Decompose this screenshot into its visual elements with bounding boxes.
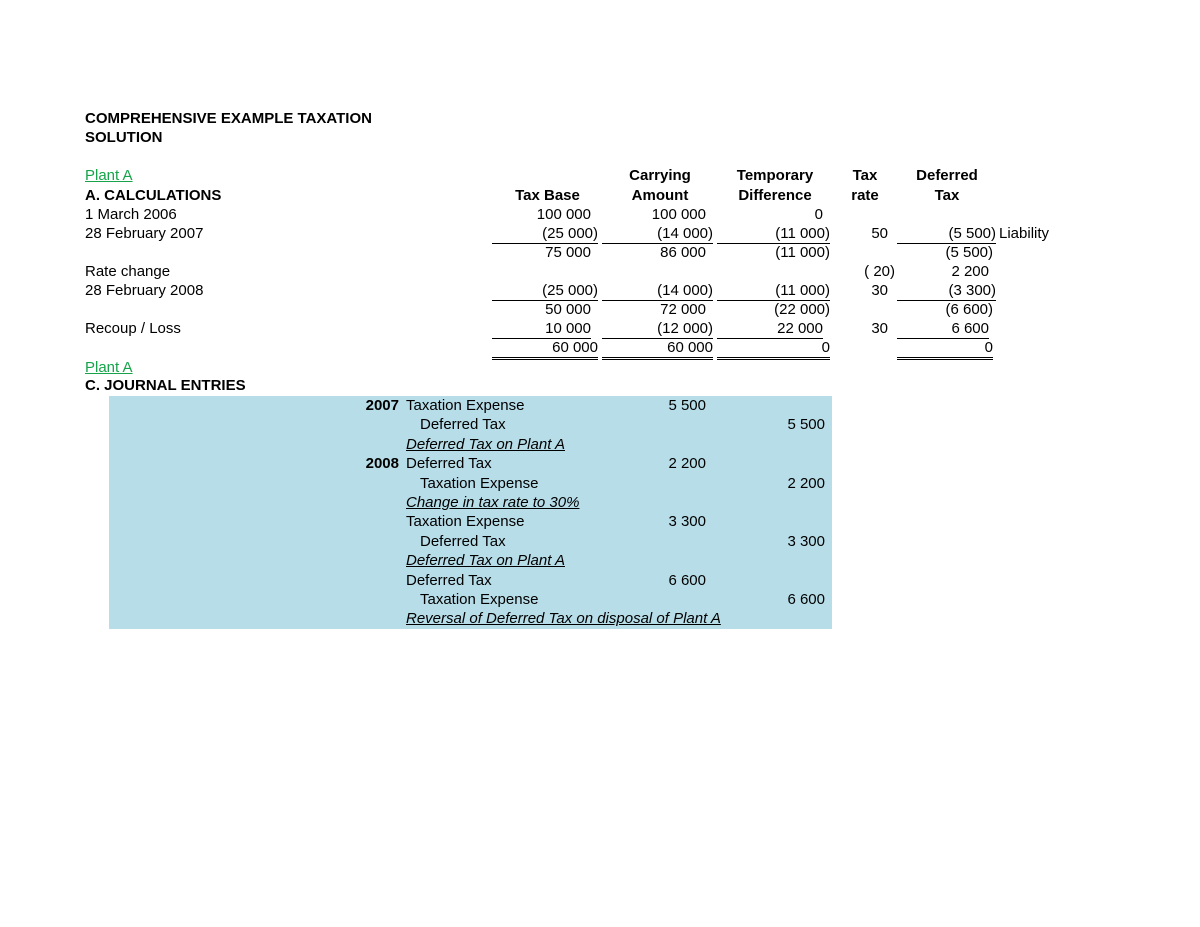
calc-carrying: (12 000) [602,319,713,339]
journal-year: 2007 [365,397,399,414]
calc-temp-diff: (11 000) [717,281,830,301]
calc-deferred-tax: 6 600 [897,319,989,339]
calc-temp-diff-total: 0 [717,338,830,360]
journal-account-credit: Taxation Expense [420,591,539,608]
calc-temp-diff: 22 000 [717,319,823,339]
calc-temp-diff: (11 000) [717,224,830,244]
journal-account-credit: Deferred Tax [420,533,506,550]
calc-carrying: (14 000) [602,224,713,244]
calc-tax-base: 50 000 [545,301,591,318]
calc-row-label: 28 February 2008 [85,282,204,299]
title-line-2: SOLUTION [85,129,163,146]
calc-tax-base: 75 000 [545,244,591,261]
title-line-1: COMPREHENSIVE EXAMPLE TAXATION [85,110,372,127]
journal-narration: Reversal of Deferred Tax on disposal of Plant A [406,610,721,627]
journal-year: 2008 [365,455,399,472]
calc-temp-diff: (22 000) [774,301,830,318]
calc-tax-rate: 30 [871,320,888,337]
journal-credit-amount: 5 500 [787,416,825,433]
calc-row-label: 28 February 2007 [85,225,204,242]
plant-a-link-journal[interactable]: Plant A [85,359,133,376]
calc-tax-base: 10 000 [492,319,591,339]
journal-account-debit: Taxation Expense [406,397,525,414]
header-temporary-1: Temporary [736,167,814,184]
calc-carrying: (14 000) [602,281,713,301]
journal-credit-amount: 3 300 [787,533,825,550]
header-carrying-1: Carrying [629,167,691,184]
journal-narration: Deferred Tax on Plant A [406,552,565,569]
calc-deferred-tax: (6 600) [945,301,993,318]
journal-account-debit: Deferred Tax [406,572,492,589]
calc-tax-base: 100 000 [536,206,591,223]
header-carrying-2: Amount [631,187,689,204]
calc-tax-rate: ( 20) [864,263,895,280]
header-tax-base: Tax Base [515,187,580,204]
calc-carrying: 86 000 [660,244,706,261]
plant-a-link-calculations[interactable]: Plant A [85,167,133,184]
calc-carrying: 72 000 [660,301,706,318]
header-temporary-2: Difference [738,187,812,204]
header-deferred-1: Deferred [916,167,978,184]
header-rate-2: rate [851,187,879,204]
calc-tax-base: (25 000) [492,224,598,244]
calc-tax-base-total: 60 000 [492,338,598,360]
calc-deferred-tax: (5 500) [945,244,993,261]
journal-account-debit: Deferred Tax [406,455,492,472]
calc-deferred-tax: (3 300) [897,281,996,301]
calc-carrying-total: 60 000 [602,338,713,360]
calc-tax-rate: 30 [871,282,888,299]
calc-row-label: 1 March 2006 [85,206,177,223]
journal-debit-amount: 6 600 [668,572,706,589]
calc-temp-diff: (11 000) [775,244,830,261]
calc-deferred-tax-total: 0 [897,338,993,360]
calc-deferred-tax: 2 200 [951,263,989,280]
calc-deferred-tax: (5 500) [897,224,996,244]
liability-note: Liability [999,225,1050,242]
journal-narration: Deferred Tax on Plant A [406,436,565,453]
calc-temp-diff: 0 [814,206,823,223]
journal-narration: Change in tax rate to 30% [406,494,580,511]
journal-credit-amount: 2 200 [787,475,825,492]
journal-credit-amount: 6 600 [787,591,825,608]
calc-tax-rate: 50 [871,225,888,242]
calc-carrying: 100 000 [651,206,706,223]
journal-account-debit: Taxation Expense [406,513,525,530]
journal-debit-amount: 2 200 [668,455,706,472]
calculations-heading: A. CALCULATIONS [85,187,222,204]
header-rate-1: Tax [852,167,878,184]
calc-row-label: Recoup / Loss [85,320,181,337]
calc-tax-base: (25 000) [492,281,598,301]
journal-account-credit: Taxation Expense [420,475,539,492]
journal-heading: C. JOURNAL ENTRIES [85,377,246,394]
journal-debit-amount: 3 300 [668,513,706,530]
calc-row-label: Rate change [85,263,171,280]
journal-debit-amount: 5 500 [668,397,706,414]
journal-account-credit: Deferred Tax [420,416,506,433]
header-deferred-2: Tax [934,187,960,204]
